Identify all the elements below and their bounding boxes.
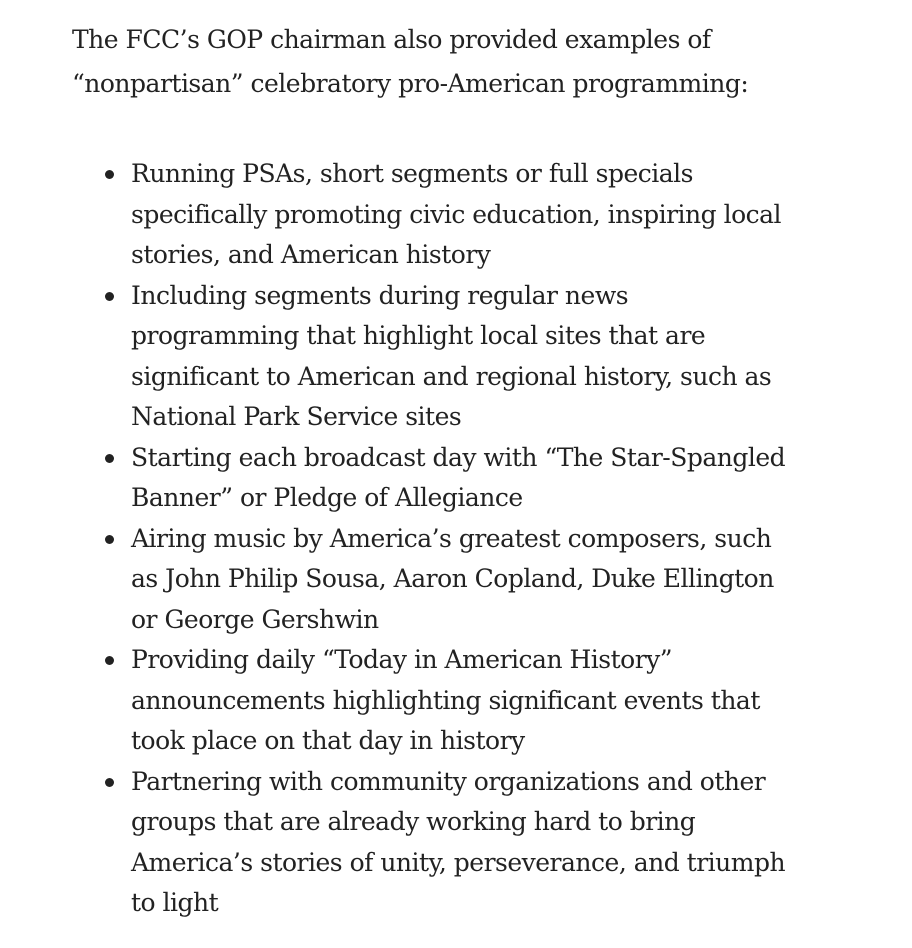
bullet-icon <box>105 535 114 544</box>
article-body <box>72 18 802 924</box>
bullet-icon <box>105 292 114 301</box>
list-item-text: Providing daily “Today in American History” announcements highlighting significant events that took place on that day in history <box>131 645 760 755</box>
list-item-text: Starting each broadcast day with “The Star-Spangled Banner” or Pledge of Allegiance <box>131 442 786 512</box>
list-item <box>72 640 802 762</box>
bullet-icon <box>105 778 114 787</box>
list-item-text: Partnering with community organizations and other groups that are already working hard to bring America’s stories of unity, perseverance, and triumph to light <box>131 766 786 917</box>
list-item <box>72 154 802 276</box>
list-item <box>72 276 802 438</box>
examples-list <box>72 154 802 924</box>
list-item <box>72 519 802 641</box>
list-item <box>72 762 802 924</box>
list-item-text: Including segments during regular news programming that highlight local sites that are significant to American and regional history, such as National Park Service sites <box>131 280 772 431</box>
intro-paragraph: The FCC’s GOP chairman also provided examples of “nonpartisan” celebratory pro-American programming: <box>72 25 749 98</box>
bullet-icon <box>105 656 114 665</box>
list-item-text: Airing music by America’s greatest composers, such as John Philip Sousa, Aaron Copland, Duke Ellington or George Gershwin <box>131 523 774 634</box>
list-item-text: Running PSAs, short segments or full specials specifically promoting civic education, inspiring local stories, and American history <box>131 159 782 269</box>
bullet-icon <box>105 170 114 179</box>
list-item <box>72 438 802 519</box>
bullet-icon <box>105 454 114 463</box>
